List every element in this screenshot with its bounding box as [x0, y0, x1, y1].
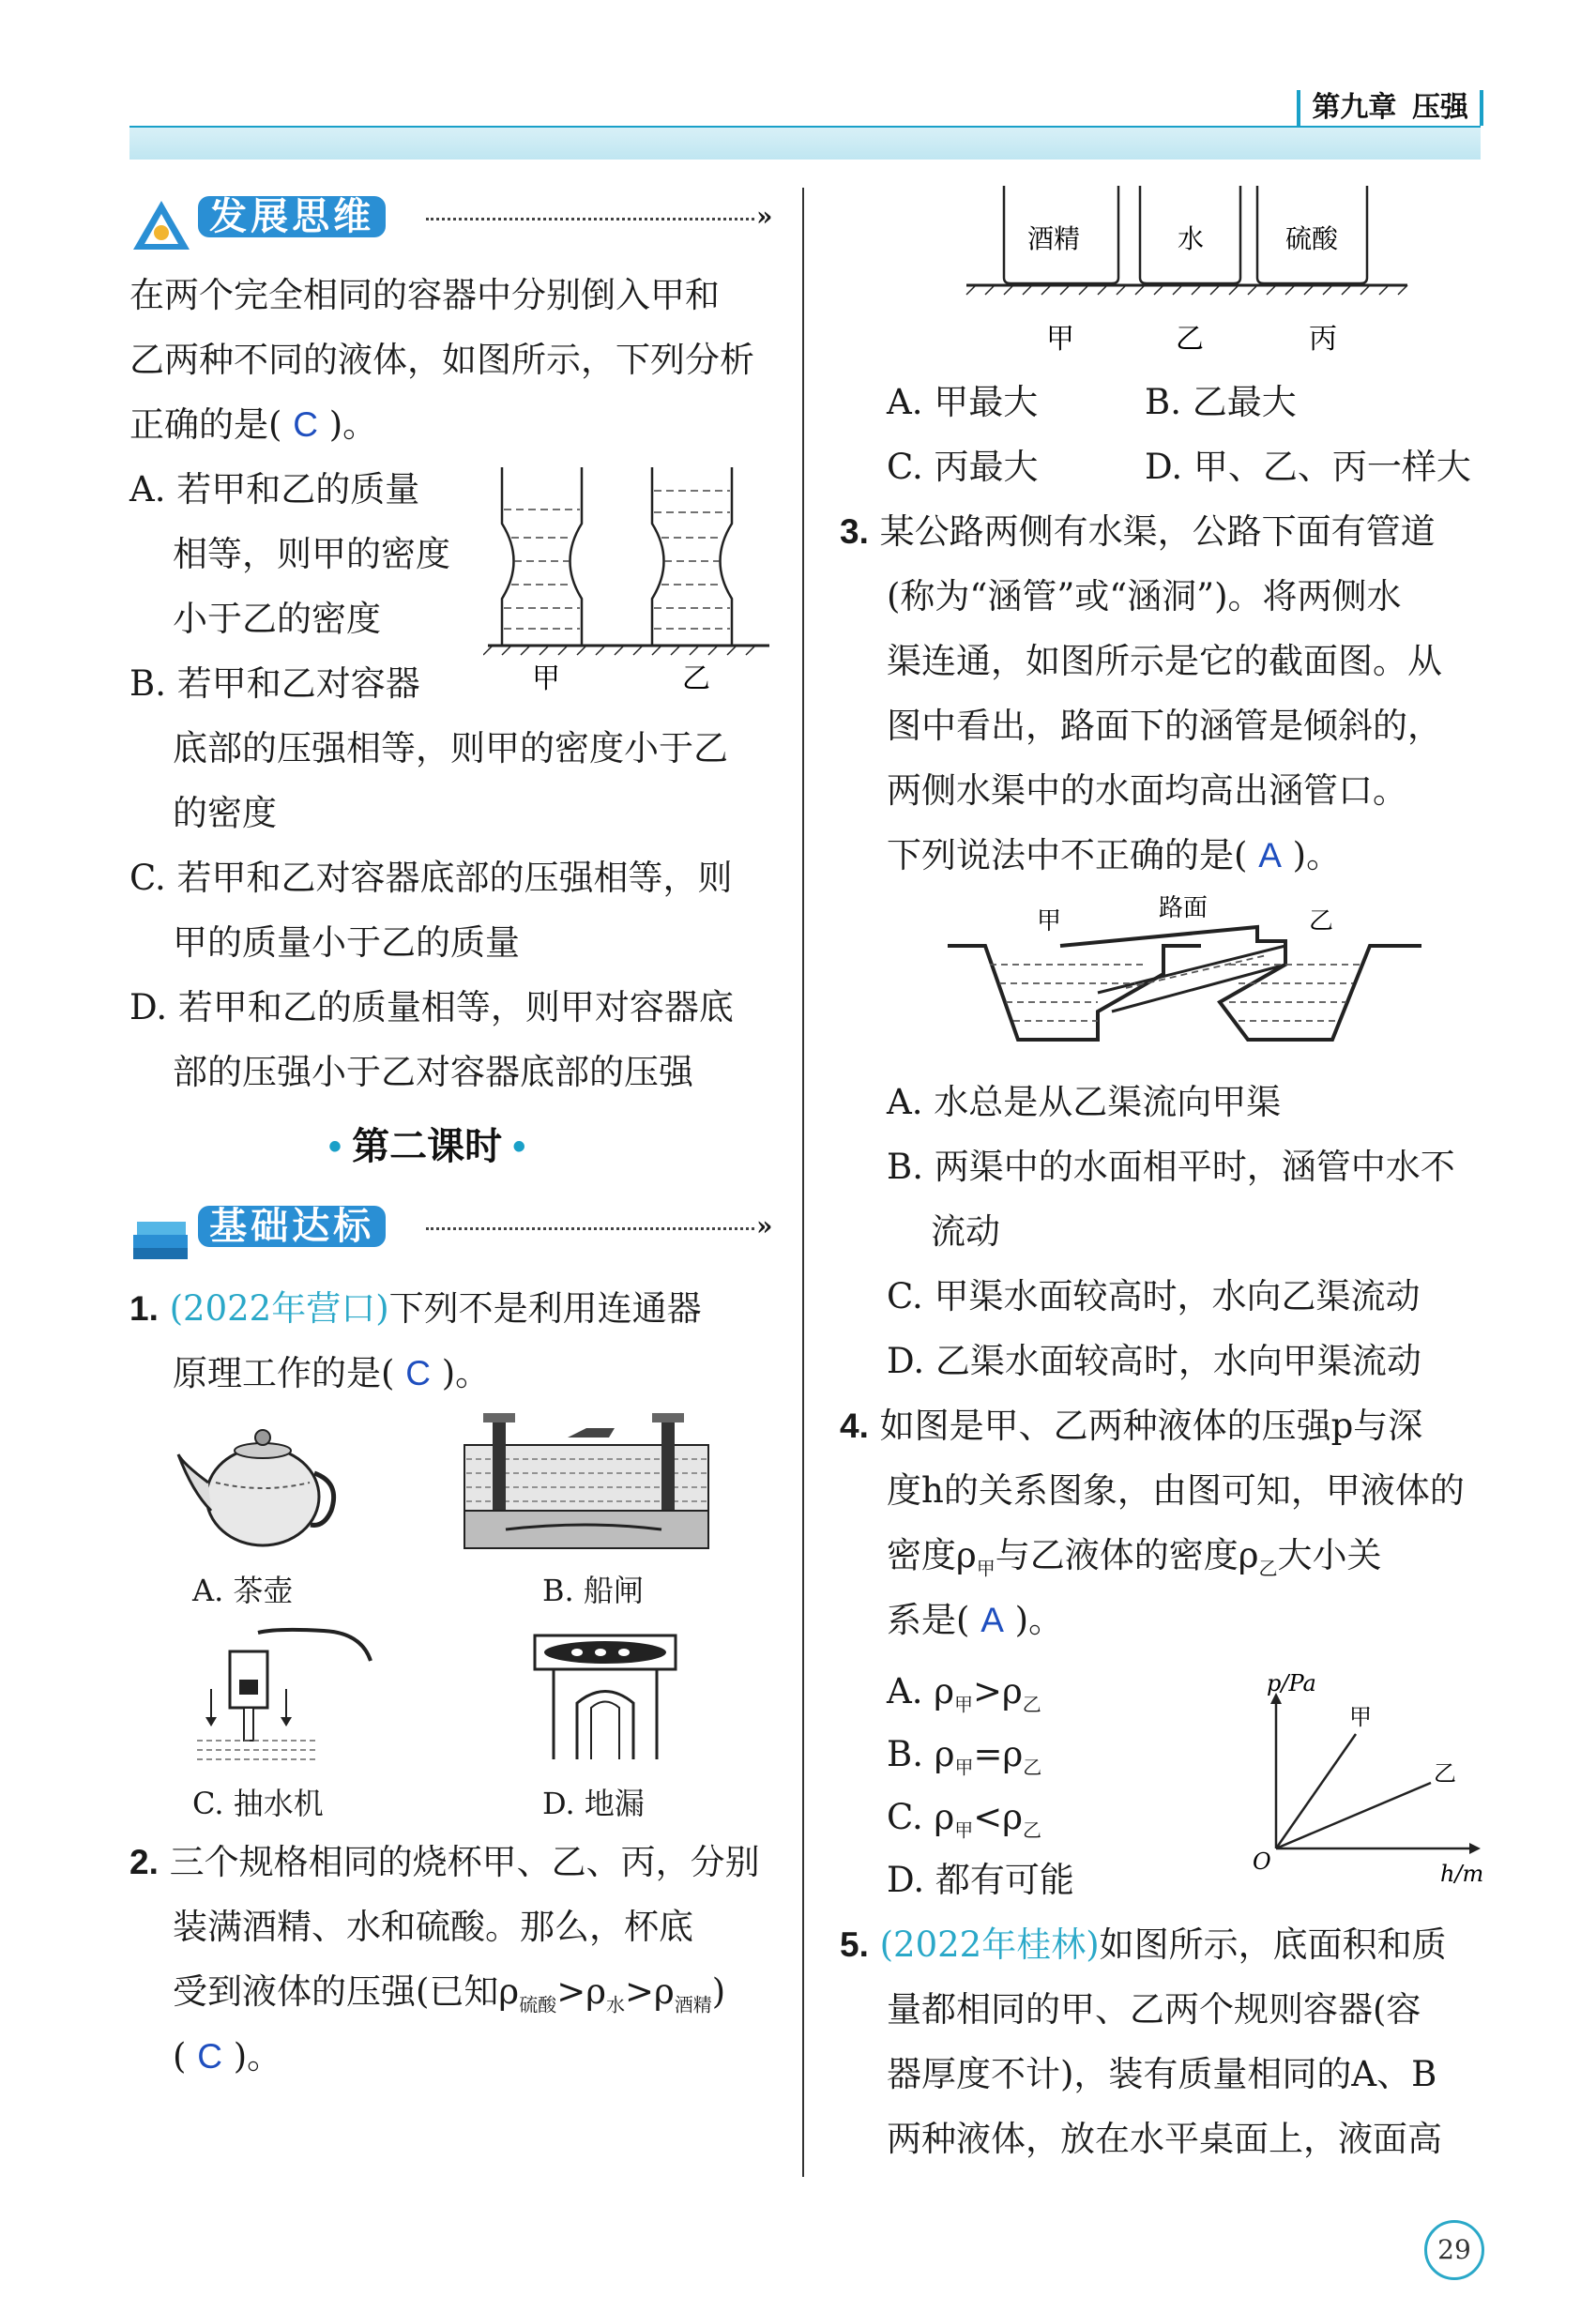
intro-line-1: 在两个完全相同的容器中分别倒入甲和 [129, 275, 720, 315]
q3-option-d: D. 乙渠水面较高时，水向甲渠流动 [887, 1341, 1421, 1381]
q4-option-c: C. $\rho_甲<\rho_乙$ [887, 1797, 1042, 1842]
question-4-line-2: 度h的关系图象，由图可知，甲液体的 [887, 1470, 1465, 1511]
q4-option-d: D. 都有可能 [887, 1860, 1074, 1900]
chapter-number: 第九章 [1312, 92, 1397, 123]
header-band [129, 128, 1481, 160]
column-divider [802, 188, 804, 2177]
page-number: 29 [1424, 2220, 1484, 2280]
graph-origin: O [1253, 1848, 1271, 1875]
beaker-liquid-acid: 硫酸 [1285, 223, 1339, 254]
option-b-line-2: 底部的压强相等，则甲的密度小于乙 [173, 728, 728, 768]
section-title: 基础达标 [198, 1206, 386, 1247]
intro-line-2: 乙两种不同的液体，如图所示，下列分析 [129, 340, 754, 380]
option-d-line-2: 部的压强小于乙对容器底部的压强 [173, 1052, 693, 1092]
figure-label-jia: 甲 [532, 662, 560, 692]
caption-floor-drain: D. 地漏 [542, 1786, 645, 1821]
question-1-line-1: 1. (2022年营口)下列不是利用连通器 [129, 1288, 702, 1329]
answer-mark: A [980, 1601, 1004, 1639]
water-pump-picture [192, 1623, 380, 1764]
q2-option-d: D. 甲、乙、丙一样大 [1145, 447, 1471, 487]
question-3-line-2: (称为“涵管”或“涵洞”)。将两侧水 [887, 576, 1402, 616]
chapter-header [1297, 90, 1483, 126]
beaker-liquid-alcohol: 酒精 [1027, 223, 1081, 254]
section-badge-basics [129, 1201, 386, 1263]
beaker-liquid-water: 水 [1178, 223, 1205, 254]
q3-option-a: A. 水总是从乙渠流向甲渠 [887, 1082, 1282, 1122]
option-a-line-1: A. 若甲和乙的质量 [129, 469, 420, 510]
graph-line-label-jia: 甲 [1349, 1704, 1372, 1730]
q4-option-b: B. $\rho_甲=\rho_乙$ [887, 1734, 1042, 1779]
beaker-name-bing: 丙 [1309, 323, 1337, 356]
question-2-line-3: 受到液体的压强(已知$\rho_{硫酸}>\rho_水>\rho_{酒精}$) [173, 1971, 726, 2016]
question-1-line-2: 原理工作的是( C )。 [173, 1353, 491, 1393]
ship-lock-picture [455, 1407, 718, 1558]
recycle-triangle-icon [129, 197, 193, 253]
caption-water-pump: C. 抽水机 [192, 1786, 324, 1821]
graph-line-label-yi: 乙 [1434, 1760, 1456, 1787]
q2-option-c: C. 丙最大 [887, 447, 1039, 487]
culvert-cross-section-figure [948, 890, 1426, 1058]
chapter-topic: 压强 [1412, 92, 1468, 123]
chevron-right-icon: » [756, 1210, 773, 1241]
chevron-right-icon: » [756, 201, 773, 232]
question-5-line-1: 5. (2022年桂林)如图所示，底面积和质 [840, 1924, 1447, 1965]
graph-ylabel: p/Pa [1267, 1670, 1316, 1696]
pressure-depth-graph [1248, 1661, 1492, 1905]
q2-option-a: A. 甲最大 [887, 382, 1039, 422]
q2-option-b: B. 乙最大 [1145, 382, 1297, 422]
q4-option-a: A. $\rho_甲>\rho_乙$ [887, 1671, 1041, 1716]
answer-mark: A [1258, 836, 1282, 875]
q3-option-c: C. 甲渠水面较高时，水向乙渠流动 [887, 1276, 1421, 1316]
question-5-line-2: 量都相同的甲、乙两个规则容器(容 [887, 1989, 1421, 2030]
section-divider [426, 218, 754, 221]
section-divider [426, 1227, 754, 1230]
option-b-line-3: 的密度 [173, 793, 277, 833]
question-3-line-6: 下列说法中不正确的是( A )。 [887, 835, 1342, 875]
hourglass-containers-figure [483, 467, 774, 692]
caption-ship-lock: B. 船闸 [542, 1573, 644, 1608]
question-3-line-3: 渠连通，如图所示是它的截面图。从 [887, 641, 1442, 681]
culvert-label-yi: 乙 [1309, 907, 1334, 936]
question-4-line-1: 4. 如图是甲、乙两种液体的压强p与深 [840, 1406, 1423, 1446]
answer-mark: C [293, 405, 318, 444]
beaker-name-jia: 甲 [1046, 323, 1074, 356]
beaker-name-yi: 乙 [1176, 323, 1204, 356]
question-3-line-5: 两侧水渠中的水面均高出涵管口。 [887, 770, 1407, 811]
question-5-line-3: 器厚度不计)，装有质量相同的A、B [887, 2054, 1437, 2094]
answer-mark: C [197, 2037, 222, 2076]
option-a-line-3: 小于乙的密度 [173, 599, 381, 639]
section-title: 发展思维 [198, 196, 386, 237]
caption-teapot: A. 茶壶 [192, 1573, 294, 1608]
option-a-line-2: 相等，则甲的密度 [173, 534, 450, 574]
question-source: (2022年桂林) [879, 1924, 1100, 1965]
teapot-picture [174, 1417, 342, 1558]
question-5-line-4: 两种液体，放在水平桌面上，液面高 [887, 2119, 1442, 2159]
option-c-line-2: 甲的质量小于乙的质量 [173, 922, 520, 963]
culvert-label-road: 路面 [1159, 894, 1208, 922]
question-3-line-4: 图中看出，路面下的涵管是倾斜的， [887, 706, 1442, 746]
q3-option-b-line-1: B. 两渠中的水面相平时，涵管中水不 [887, 1147, 1455, 1187]
option-b-line-1: B. 若甲和乙对容器 [129, 663, 420, 704]
question-4-line-3: 密度$\rho_甲$与乙液体的密度$\rho_乙$大小关 [887, 1535, 1382, 1580]
floor-drain-picture [525, 1628, 685, 1769]
question-3-line-1: 3. 某公路两侧有水渠，公路下面有管道 [840, 511, 1436, 552]
option-d-line-1: D. 若甲和乙的质量相等，则甲对容器底 [129, 987, 734, 1027]
answer-mark: C [405, 1354, 431, 1392]
books-icon [129, 1207, 193, 1263]
lesson-title: • 第二课时 • [328, 1126, 526, 1167]
question-2-line-2: 装满酒精、水和硫酸。那么，杯底 [173, 1907, 693, 1947]
intro-line-3: 正确的是( C )。 [129, 404, 378, 445]
graph-xlabel: h/m [1440, 1861, 1484, 1887]
question-2-line-4: ( C )。 [173, 2036, 282, 2076]
question-source: (2022年营口) [169, 1288, 389, 1329]
culvert-label-jia: 甲 [1037, 907, 1062, 936]
option-c-line-1: C. 若甲和乙对容器底部的压强相等，则 [129, 858, 733, 898]
question-4-line-4: 系是( A )。 [887, 1600, 1064, 1640]
q3-option-b-line-2: 流动 [931, 1211, 1000, 1252]
three-beakers-figure [962, 184, 1412, 362]
figure-label-yi: 乙 [682, 662, 710, 692]
question-2-line-1: 2. 三个规格相同的烧杯甲、乙、丙，分别 [129, 1842, 760, 1882]
section-badge-development [129, 191, 386, 253]
